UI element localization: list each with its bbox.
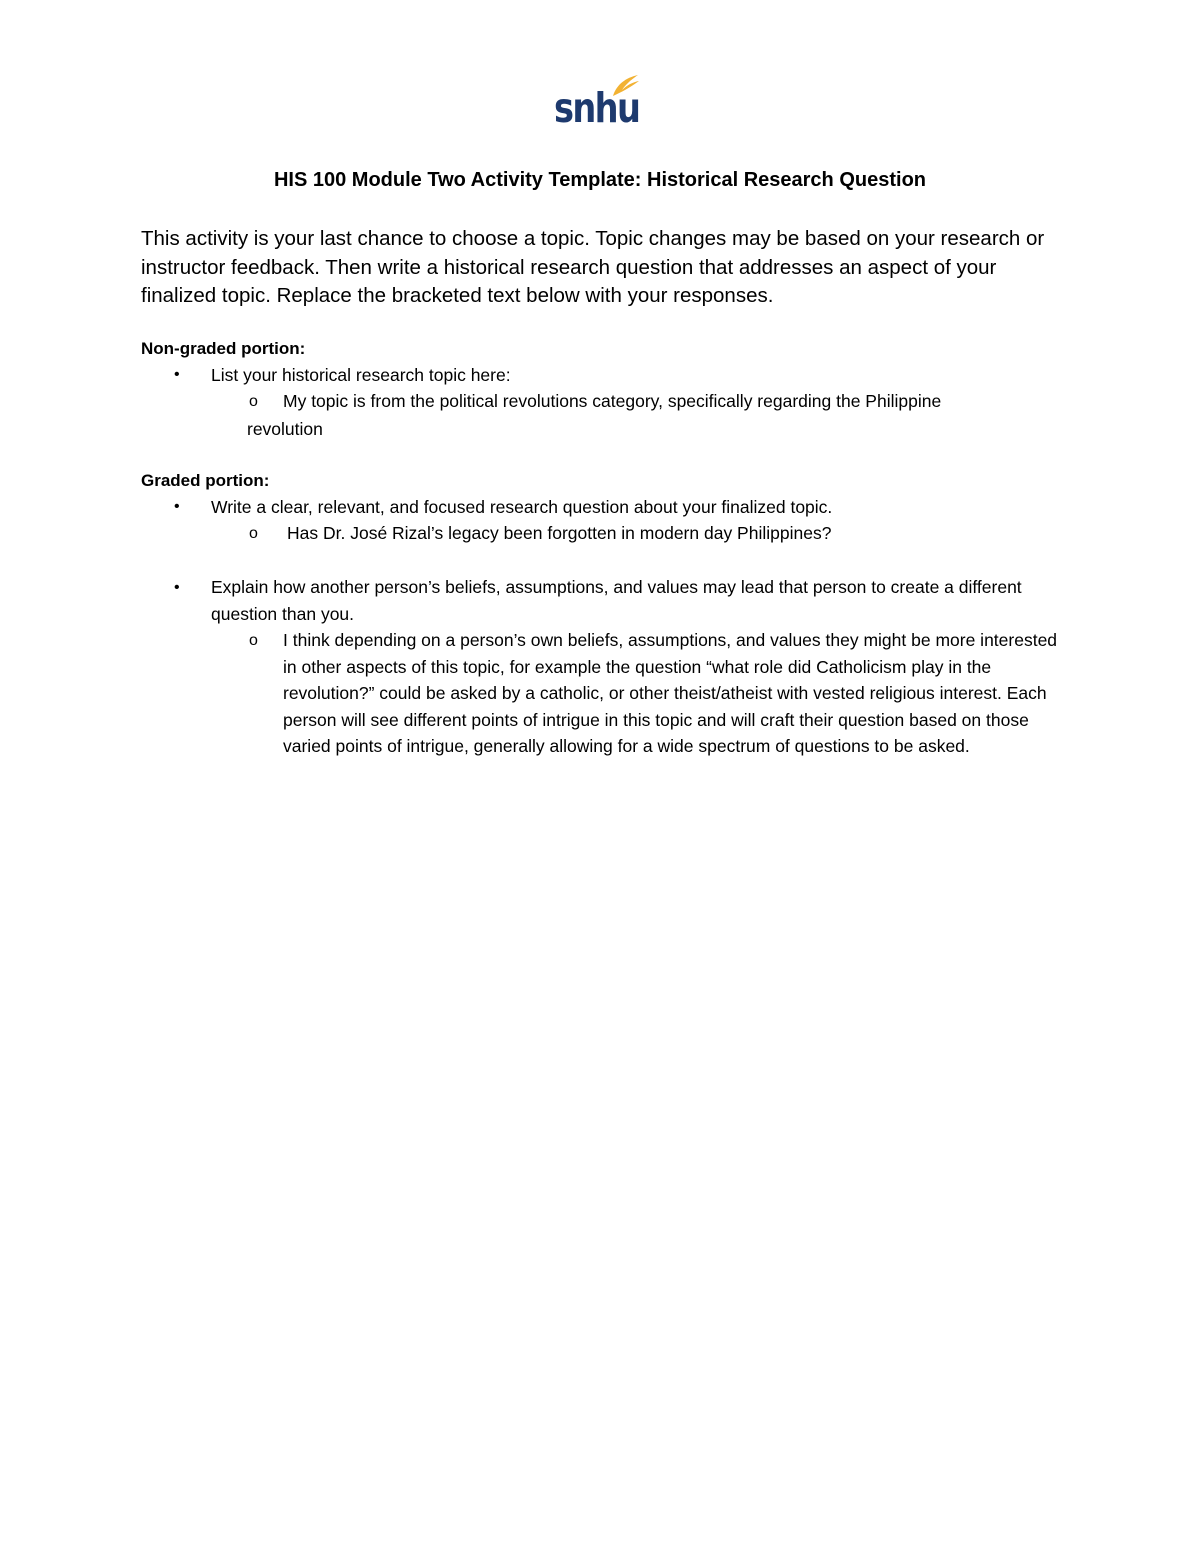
intro-paragraph: This activity is your last chance to choose a topic. Topic changes may be based on your research or instructor feedback. Then write a historical research question that addresses an aspect of your finalized topic. Replace the bracketed text below with your responses. xyxy=(141,227,1045,307)
non-graded-answer-line-2: revolution xyxy=(247,419,323,439)
sub-bullet-marker: o xyxy=(249,632,258,649)
sub-bullet-marker: o xyxy=(249,525,258,542)
graded-answer-1: Has Dr. José Rizal’s legacy been forgotten in modern day Philippines? xyxy=(287,523,832,543)
sub-bullet-marker: o xyxy=(249,393,258,410)
graded-prompt-2: Explain how another person’s beliefs, assumptions, and values may lead that person to create a different question than you. xyxy=(211,577,1022,624)
graded-prompt-1: Write a clear, relevant, and focused research question about your finalized topic. xyxy=(211,497,833,517)
logo-wordmark: snhu xyxy=(554,84,640,132)
snhu-logo xyxy=(554,72,640,134)
bullet-marker: • xyxy=(174,498,180,515)
graded-answer-2: I think depending on a person’s own beliefs, assumptions, and values they might be more interested in other aspects of this topic, for example the question “what role did Catholicism play in the revolution?” could be asked by a catholic, or other theist/atheist with vested religious interest. Each person will see different points of intrigue in this topic and will craft their question based on those varied points of intrigue, generally allowing for a wide spectrum of questions to be asked. xyxy=(283,630,1058,756)
document-title: HIS 100 Module Two Activity Template: Historical Research Question xyxy=(273,169,926,191)
bullet-marker: • xyxy=(174,366,180,383)
bullet-marker: • xyxy=(174,579,180,596)
non-graded-heading: Non-graded portion: xyxy=(141,339,306,358)
non-graded-answer-line-1: My topic is from the political revolutions category, specifically regarding the Philippine xyxy=(283,391,942,411)
graded-heading: Graded portion: xyxy=(141,471,270,490)
non-graded-prompt: List your historical research topic here: xyxy=(211,365,511,385)
